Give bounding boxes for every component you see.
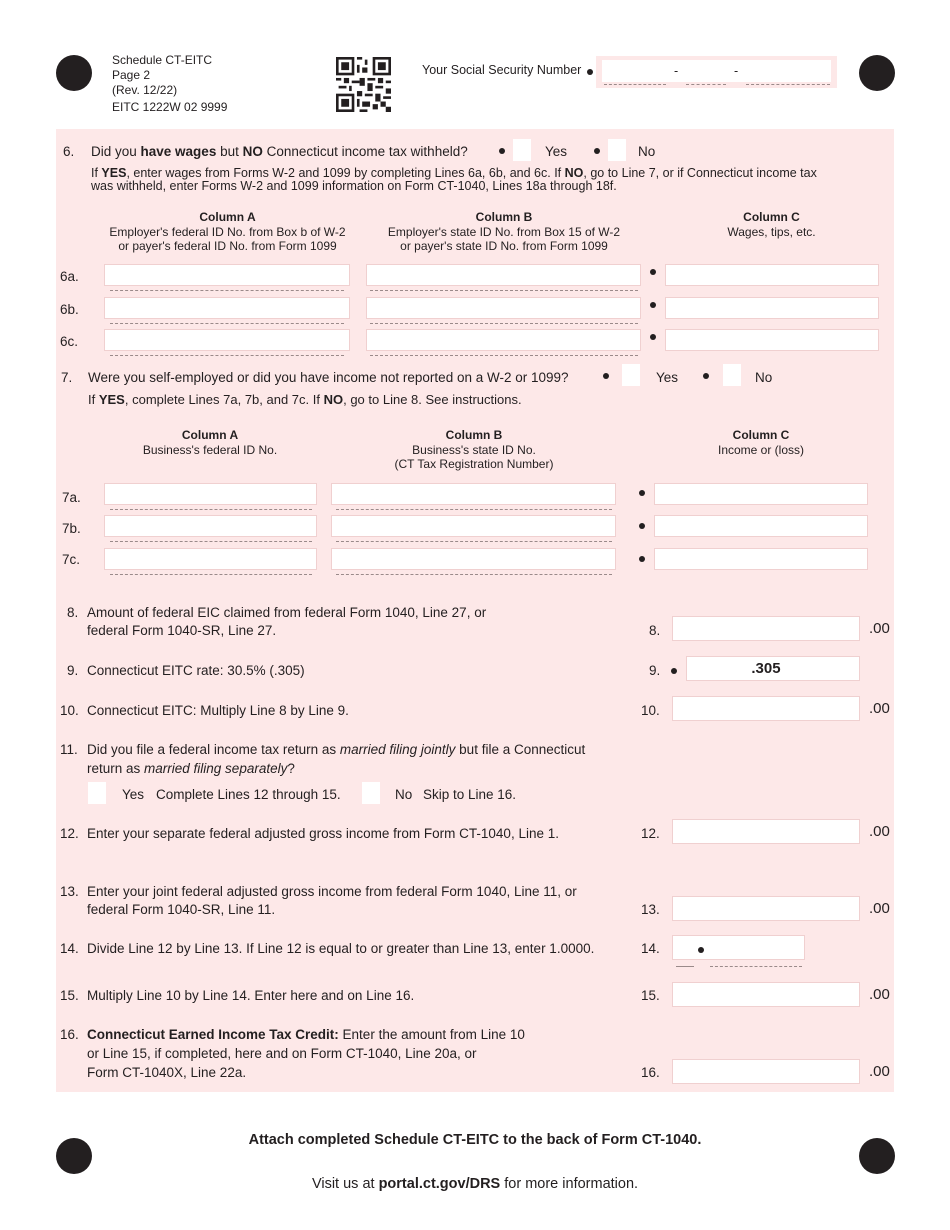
- line7c-column-b-input[interactable]: [331, 548, 616, 570]
- line11-yes-label: Yes: [122, 787, 145, 802]
- bullet-icon: [499, 148, 505, 154]
- ssn-field[interactable]: [602, 60, 831, 82]
- line6-question: [91, 143, 468, 160]
- bullet-icon: [703, 373, 709, 379]
- line8-text-cont: federal Form 1040-SR, Line 27.: [87, 623, 277, 638]
- line16-ref: 16.: [641, 1065, 660, 1080]
- digit-guide: [676, 966, 694, 967]
- text: Did you file a federal income tax return as: [87, 742, 340, 757]
- digit-guide: [370, 290, 638, 291]
- text-bold: Connecticut Earned Income Tax Credit:: [87, 1027, 339, 1042]
- line11-yes-note: Complete Lines 12 through 15.: [156, 787, 341, 802]
- line13-number: 13.: [60, 884, 79, 899]
- line6a-column-a-input[interactable]: [104, 264, 350, 286]
- line6b-column-c-input[interactable]: [665, 297, 879, 319]
- column-title: Column C: [743, 210, 800, 224]
- line11-text: [87, 741, 585, 758]
- line10-ref: 10.: [641, 703, 660, 718]
- digit-guide: [110, 290, 344, 291]
- column-desc: Employer's state ID No. from Box 15 of W-2: [387, 224, 621, 239]
- page-number: Page 2: [112, 68, 151, 82]
- line7a-column-a-input[interactable]: [104, 483, 317, 505]
- column-desc: Income or (loss): [717, 442, 805, 457]
- line13-ref: 13.: [641, 902, 660, 917]
- line6c-column-b-input[interactable]: [366, 329, 641, 351]
- digit-guide: [710, 966, 802, 967]
- digit-guide: [336, 541, 612, 542]
- text: If: [88, 392, 99, 407]
- line9-ref: 9.: [649, 663, 661, 678]
- line6a-column-b-input[interactable]: [366, 264, 641, 286]
- line8-number: 8.: [67, 605, 79, 620]
- line7-instructions: [88, 391, 522, 408]
- line15-number: 15.: [60, 988, 79, 1003]
- text: Did you: [91, 144, 141, 159]
- line7b-column-c-input[interactable]: [654, 515, 868, 537]
- line6-no-checkbox[interactable]: [608, 139, 626, 161]
- text: but file a Connecticut: [455, 742, 586, 757]
- line6-column-c-header: [665, 210, 878, 239]
- ssn-separator: -: [734, 64, 739, 78]
- line8-cents: .00: [869, 620, 890, 637]
- line16-number: 16.: [60, 1027, 79, 1042]
- revision: (Rev. 12/22): [112, 83, 178, 97]
- website-link[interactable]: portal.ct.gov/DRS: [378, 1176, 501, 1192]
- line6-instructions-cont: was withheld, enter Forms W-2 and 1099 information on Form CT-1040, Lines 18a through 18f.: [91, 179, 617, 193]
- digit-guide: [110, 574, 312, 575]
- digit-guide: [110, 509, 312, 510]
- line7b-column-a-input[interactable]: [104, 515, 317, 537]
- row-label: 7a.: [62, 490, 81, 505]
- line6c-column-a-input[interactable]: [104, 329, 350, 351]
- line16-text-cont: or Line 15, if completed, here and on Form CT-1040, Line 20a, or: [87, 1046, 477, 1061]
- line7c-column-c-input[interactable]: [654, 548, 868, 570]
- line10-number: 10.: [60, 703, 79, 718]
- line16-text: [87, 1026, 525, 1043]
- line8-text: Amount of federal EIC claimed from federal Form 1040, Line 27, or: [87, 605, 487, 620]
- line6-number: 6.: [63, 144, 75, 159]
- digit-guide: [370, 355, 638, 356]
- row-label: 7c.: [62, 552, 81, 567]
- bullet-icon: [603, 373, 609, 379]
- line6-no-label: No: [638, 144, 656, 159]
- text: for more information.: [500, 1176, 639, 1192]
- column-desc: Business's state ID No.: [412, 442, 536, 457]
- line7-column-c-header: [654, 428, 868, 457]
- line7-yes-label: Yes: [656, 370, 679, 385]
- digit-guide: [336, 509, 612, 510]
- column-desc: (CT Tax Registration Number): [394, 457, 554, 471]
- line14-ref: 14.: [641, 941, 660, 956]
- bullet-icon: [587, 69, 593, 75]
- line9-number: 9.: [67, 663, 79, 678]
- line6b-column-a-input[interactable]: [104, 297, 350, 319]
- line14-text: Divide Line 12 by Line 13. If Line 12 is equal to or greater than Line 13, enter 1.0000.: [87, 941, 595, 956]
- ssn-separator: -: [674, 64, 679, 78]
- text: but: [216, 144, 243, 159]
- digit-guide: [370, 323, 638, 324]
- line8-amount-input[interactable]: [672, 616, 860, 641]
- line7-no-checkbox[interactable]: [723, 364, 741, 386]
- line12-number: 12.: [60, 826, 79, 841]
- line11-no-note: Skip to Line 16.: [423, 787, 517, 802]
- row-label: 6a.: [60, 269, 79, 284]
- line6a-column-c-input[interactable]: [665, 264, 879, 286]
- form-code: EITC 1222W 02 9999: [112, 100, 228, 114]
- text: Connecticut income tax withheld?: [262, 144, 468, 159]
- column-desc: Business's federal ID No.: [142, 442, 278, 457]
- line15-cents: .00: [869, 986, 890, 1003]
- row-label: 6c.: [60, 334, 79, 349]
- line15-amount-input[interactable]: [672, 982, 860, 1007]
- text: Visit us at: [311, 1176, 379, 1192]
- line12-amount-input[interactable]: [672, 819, 860, 844]
- line13-cents: .00: [869, 900, 890, 917]
- line16-text-cont: Form CT-1040X, Line 22a.: [87, 1065, 247, 1080]
- line10-amount-input[interactable]: [672, 696, 860, 721]
- line6-yes-label: Yes: [545, 144, 568, 159]
- line7-number: 7.: [61, 370, 73, 385]
- column-title: Column B: [475, 210, 533, 224]
- bullet-icon: [639, 490, 645, 496]
- ssn-digit-guide: [604, 84, 666, 85]
- line14-number: 14.: [60, 941, 79, 956]
- digit-guide: [110, 541, 312, 542]
- line6-column-a-header: [100, 210, 355, 254]
- line11-no-label: No: [395, 787, 413, 802]
- line12-cents: .00: [869, 823, 890, 840]
- line13-text-cont: federal Form 1040-SR, Line 11.: [87, 902, 276, 917]
- line7-yes-checkbox[interactable]: [622, 364, 640, 386]
- bullet-icon: [671, 668, 677, 674]
- ssn-digit-guide: [746, 84, 830, 85]
- text: ?: [287, 761, 295, 776]
- digit-guide: [110, 323, 344, 324]
- line7-question: Were you self-employed or did you have income not reported on a W-2 or 1099?: [88, 370, 569, 385]
- column-title: Column C: [732, 428, 790, 442]
- column-title: Column A: [199, 210, 256, 224]
- line8-ref: 8.: [649, 623, 661, 638]
- bullet-icon: [650, 269, 656, 275]
- line10-cents: .00: [869, 700, 890, 717]
- line13-text: Enter your joint federal adjusted gross income from federal Form 1040, Line 11, or: [87, 884, 577, 899]
- line10-text: Connecticut EITC: Multiply Line 8 by Line 9.: [87, 703, 349, 718]
- column-desc: Wages, tips, etc.: [727, 224, 816, 239]
- registration-mark: [56, 55, 92, 91]
- line6b-column-b-input[interactable]: [366, 297, 641, 319]
- text: , complete Lines 7a, 7b, and 7c. If: [124, 392, 324, 407]
- text: Enter the amount from Line 10: [338, 1027, 525, 1042]
- attach-instruction: Attach completed Schedule CT-EITC to the back of Form CT-1040.: [248, 1132, 702, 1148]
- line13-amount-input[interactable]: [672, 896, 860, 921]
- line6-column-b-header: [365, 210, 643, 254]
- column-desc: or payer's state ID No. from Form 1099: [400, 239, 608, 253]
- text-bold: YES: [98, 392, 125, 407]
- line7c-column-a-input[interactable]: [104, 548, 317, 570]
- line9-rate-value: .305: [751, 660, 781, 677]
- bullet-icon: [650, 302, 656, 308]
- text-italic: married filing jointly: [339, 742, 456, 757]
- text: , go to Line 8. See instructions.: [343, 392, 522, 407]
- column-desc: or payer's federal ID No. from Form 1099: [118, 239, 337, 253]
- digit-guide: [336, 574, 612, 575]
- line7a-column-b-input[interactable]: [331, 483, 616, 505]
- bullet-icon: [698, 947, 704, 953]
- text-italic: married filing separately: [144, 761, 288, 776]
- text-bold: NO: [323, 392, 344, 407]
- form-title: Schedule CT-EITC: [112, 53, 213, 67]
- text-bold: NO: [564, 166, 584, 180]
- line11-yes-checkbox[interactable]: [88, 782, 106, 804]
- line12-ref: 12.: [641, 826, 660, 841]
- bullet-icon: [594, 148, 600, 154]
- row-label: 7b.: [62, 521, 81, 536]
- row-label: 6b.: [60, 302, 79, 317]
- ssn-digit-guide: [686, 84, 726, 85]
- line15-ref: 15.: [641, 988, 660, 1003]
- form-id-block: [112, 53, 227, 115]
- bullet-icon: [650, 334, 656, 340]
- line11-number: 11.: [60, 742, 78, 757]
- line11-text-cont: [87, 760, 295, 777]
- line12-text: Enter your separate federal adjusted gross income from Form CT-1040, Line 1.: [87, 826, 559, 841]
- line7b-column-b-input[interactable]: [331, 515, 616, 537]
- text-bold: YES: [101, 166, 127, 180]
- line6c-column-c-input[interactable]: [665, 329, 879, 351]
- text: If: [91, 166, 102, 180]
- line15-text: Multiply Line 10 by Line 14. Enter here and on Line 16.: [87, 988, 415, 1003]
- line7a-column-c-input[interactable]: [654, 483, 868, 505]
- column-title: Column B: [445, 428, 503, 442]
- line14-ratio-input[interactable]: [672, 935, 805, 960]
- text: return as: [87, 761, 145, 776]
- line7-no-label: No: [755, 370, 773, 385]
- qr-code-icon: [336, 57, 391, 112]
- line16-amount-input[interactable]: [672, 1059, 860, 1084]
- line7-column-b-header: [330, 428, 618, 472]
- text-bold: NO: [242, 144, 263, 159]
- line6-yes-checkbox[interactable]: [513, 139, 531, 161]
- column-desc: Employer's federal ID No. from Box b of W-2: [109, 224, 346, 239]
- text-bold: have wages: [140, 144, 217, 159]
- bullet-icon: [639, 523, 645, 529]
- website-note: [0, 1176, 950, 1192]
- registration-mark: [859, 55, 895, 91]
- line16-cents: .00: [869, 1063, 890, 1080]
- digit-guide: [110, 355, 344, 356]
- line9-text: Connecticut EITC rate: 30.5% (.305): [87, 663, 305, 678]
- ssn-label: Your Social Security Number: [422, 63, 582, 77]
- text: , go to Line 7, or if Connecticut income tax: [583, 166, 817, 180]
- bullet-icon: [639, 556, 645, 562]
- line11-no-checkbox[interactable]: [362, 782, 380, 804]
- column-title: Column A: [181, 428, 239, 442]
- text: , enter wages from Forms W-2 and 1099 by completing Lines 6a, 6b, and 6c. If: [126, 166, 565, 180]
- line7-column-a-header: [100, 428, 320, 457]
